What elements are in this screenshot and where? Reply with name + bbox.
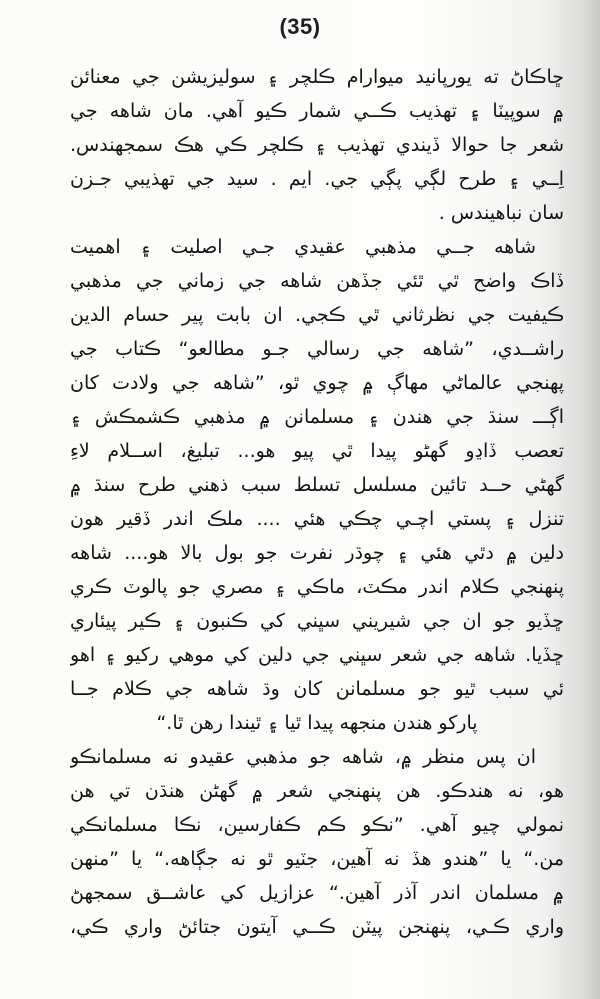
text-line: ۾ مسلمان اندر آذر آهين.“ عزازيل کي عاشــق سمجهڻ [70, 882, 564, 904]
text-line: اِــي ۽ طرح لڳي پڳي جي. ايم . سيد جي تهذيبي جـزن [70, 168, 564, 190]
text-line: ڇاڪاڻ ته يورپانيد ميوارام ڪلچر ۽ سوليزيشن جي معنائن [70, 66, 564, 88]
paragraph-first-line: ان پس منظر ۾، شاهه جو مذهبي عقيدو نه مسلمانڪو [70, 746, 536, 768]
page-number: (35) [279, 14, 321, 39]
text-line: واري ڪـي، پنهنجن پيٽن ڪــي آيتون جتائڻ واري ڪي، [70, 916, 564, 938]
text-line: پنهنجي ڪلام اندر مڪٽ، ماڪي ۽ مصري جو پالوٽ ڪري [70, 576, 564, 598]
text-line: تنزل ۽ پستي اچـي چڪي هئي .... ملڪ اندر ڏقير هون [70, 508, 564, 530]
text-line: ئي سبب ٿيو جو مسلمانن کان وڌ شاهه جي ڪلام جــا [70, 678, 564, 700]
text-line: ڪيفيت جي نظرثاني ٿي ڪجي. ان بابت پير حسام الدين [70, 304, 564, 326]
text-line: دلين ۾ دٿي هئي ۽ چوڌر نفرت جو بول بالا هو.... شاهه [70, 542, 564, 564]
text-line: ڏاڪ واضح ٿي ٿئي جڏهن شاهه جي زماني جي مذهبي [70, 270, 564, 292]
text-line: شعر جا حوالا ڏيندي تهذيب ۽ ڪلچر ڪي هڪ سمجهندس. [70, 134, 564, 156]
body-text [70, 60, 564, 944]
text-line: من.“ يا ”هندو هڏ نه آهين، جٽيو ٿو نه جڳاهه.“ يا ”منهن [70, 848, 564, 870]
quote-end-line: پارکو هندن منجهه پيدا ٿيا ۽ ٿيندا رهن ٿا.“ [156, 712, 478, 734]
paragraph-first-line: شاهه جــي مذهبي عقيدي جـي اصليت ۽ اهميت [70, 236, 536, 258]
text-line: ڇڏيو جو ان جي شيريني سڀني کي ڪنبون ۽ ڪير پيئاري [70, 610, 564, 632]
text-line: پهنجي عالماڻي مهاڳ ۾ چوي ٿو، ”شاهه جي ولادت کان [70, 372, 564, 394]
text-line: گهڻي حــد تائين مسلسل تسلط سبب ذهني طرح سنڌ ۾ [70, 474, 564, 496]
text-line: نمولي چيو آهي. ”نڪو ڪم ڪفارسين، نڪا مسلمانڪي [70, 814, 564, 836]
text-line: ڇڏيا. شاهه جي شعر سڀني جي دلين کي موهي رکيو ۽ اهو [70, 644, 564, 666]
text-line: ۾ سوپيٽا ۽ تهذيب ڪــي شمار ڪيو آهي. مان شاهه جي [70, 100, 564, 122]
text-line: تعصب ڏاڍو گهڻو پيدا ٿي پيو هو... تبليغ، اســلام لاءِ [70, 440, 564, 462]
text-line: اڳـــ سنڌ جي هندن ۽ مسلمانن ۾ مذهبي ڪشمڪش ۽ [70, 406, 564, 428]
text-line: سان نباهيندس . [438, 202, 564, 224]
text-line: راشــدي، ”شاهه جي رسالي جـو مطالعو“ ڪتاب جي [70, 338, 564, 360]
text-line: هو، نه هندڪو. هن پنهنجي شعر ۾ گهڻن هنڌن تي هن [70, 780, 564, 802]
